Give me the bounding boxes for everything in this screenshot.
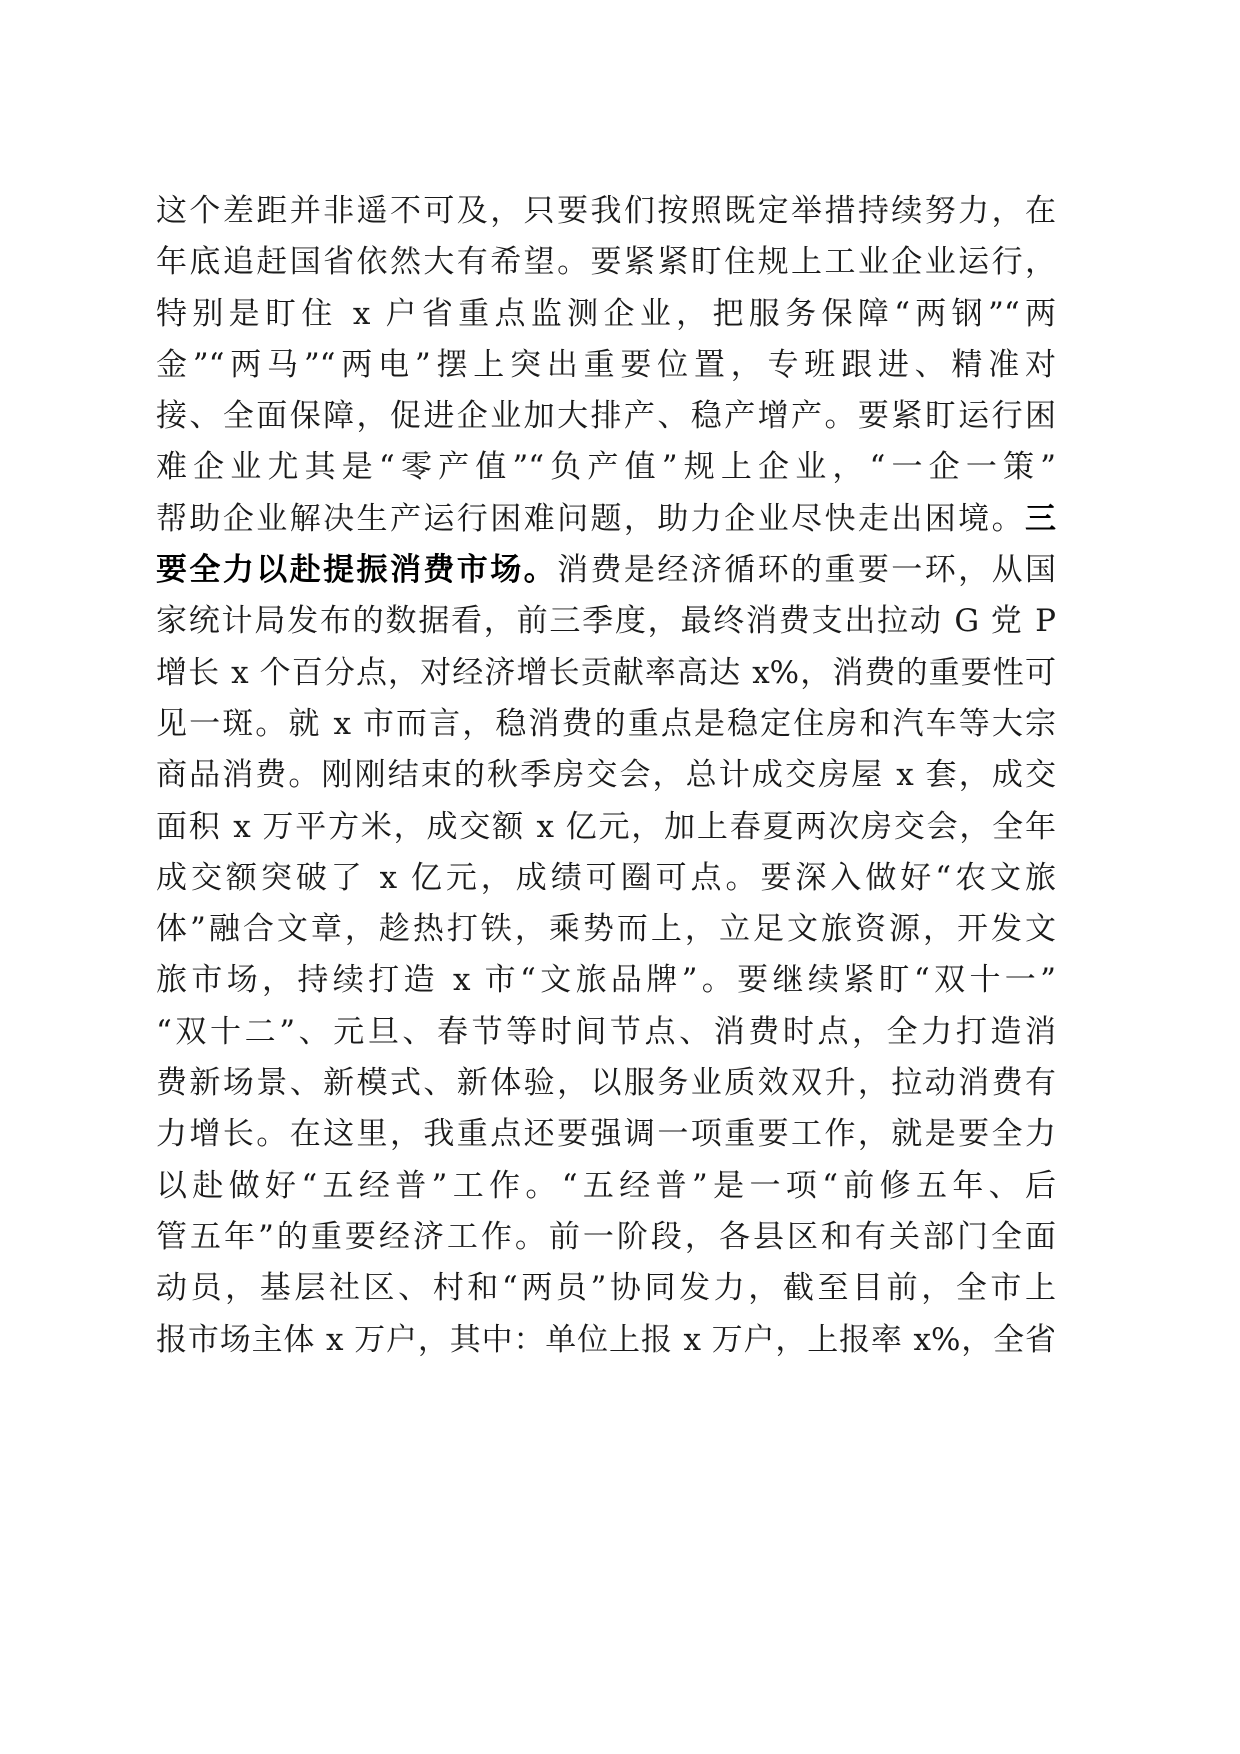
text-line: 增长 x 个百分点，对经济增长贡献率高达 x%，消费的重要性可 [156,654,1056,691]
emphasis-heading: 要全力以赴提振消费市场。 [156,552,558,589]
text-line: 力增长。在这里，我重点还要强调一项重要工作，就是要全力 [156,1116,1056,1153]
text-line: 面积 x 万平方米，成交额 x 亿元，加上春夏两次房交会，全年 [156,808,1056,845]
body-paragraph [156,186,1056,1366]
text-line: 年底追赶国省依然大有希望。要紧紧盯住规上工业企业运行， [156,244,1056,281]
text-line: 体”融合文章，趁热打铁，乘势而上，立足文旅资源，开发文 [156,911,1056,948]
text-line: 商品消费。刚刚结束的秋季房交会，总计成交房屋 x 套，成交 [156,757,1056,794]
text-line: 金”“两马”“两电”摆上突出重要位置，专班跟进、精准对 [156,346,1056,383]
text-line [156,545,1056,596]
text-line: 接、全面保障，促进企业加大排产、稳产增产。要紧盯运行困 [156,398,1056,435]
text-line: 旅市场，持续打造 x 市“文旅品牌”。要继续紧盯“双十一” [156,962,1056,999]
text-line: 成交额突破了 x 亿元，成绩可圈可点。要深入做好“农文旅 [156,859,1056,896]
text-line: 动员，基层社区、村和“两员”协同发力，截至目前，全市上 [156,1270,1056,1307]
text-line: “双十二”、元旦、春节等时间节点、消费时点，全力打造消 [156,1013,1056,1050]
text-line: 难企业尤其是“零产值”“负产值”规上企业，“一企一策” [156,449,1056,486]
text-line: 见一斑。就 x 市而言，稳消费的重点是稳定住房和汽车等大宗 [156,705,1056,742]
text-line: 特别是盯住 x 户省重点监测企业，把服务保障“两钢”“两 [156,295,1056,332]
emphasis-heading-start: 三 [1025,500,1056,537]
text-line-segment: 帮助企业解决生产运行困难问题，助力企业尽快走出困境。 [156,500,1025,537]
text-line: 管五年”的重要经济工作。前一阶段，各县区和有关部门全面 [156,1218,1056,1255]
text-line-segment: 消费是经济循环的重要一环，从国 [557,552,1056,589]
text-line: 家统计局发布的数据看，前三季度，最终消费支出拉动 G 党 P [156,603,1056,640]
text-line: 费新场景、新模式、新体验，以服务业质效双升，拉动消费有 [156,1065,1056,1102]
text-line: 以赴做好“五经普”工作。“五经普”是一项“前修五年、后 [156,1167,1056,1204]
text-line [156,494,1056,545]
text-line: 这个差距并非遥不可及，只要我们按照既定举措持续努力，在 [156,193,1056,229]
text-line: 报市场主体 x 万户，其中：单位上报 x 万户，上报率 x%，全省 [156,1321,1056,1358]
